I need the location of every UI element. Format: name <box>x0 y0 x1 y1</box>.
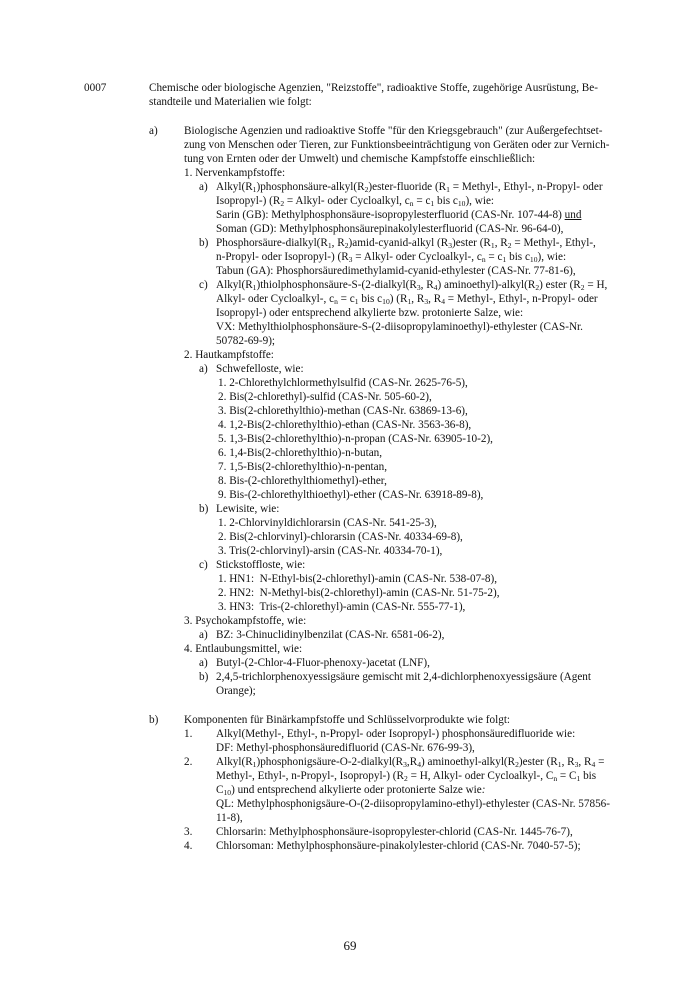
list-item: 4. 1,2-Bis(2-chlorethylthio)-ethan (CAS-Nr. 3563-36-8), <box>218 419 472 431</box>
vx-line-cont: 50782-69-9); <box>216 335 276 347</box>
b-item-number: 4. <box>184 840 193 852</box>
nerve-b-line: n-Propyl- oder Isopropyl-) ($R_3$ = Alkyl- oder Cycloalkyl-, $c_n = c_1$ bis $c_{10}$), wie: <box>216 251 567 264</box>
defoliant-a-line: Butyl-(2-Chlor-4-Fluor-phenoxy-)acetat (LNF), <box>216 657 430 669</box>
nerve-a-line: $Alkyl(R_1)phosphonsäure-alkyl(R_2)ester$-fluoride ($R_1$ = Methyl-, Ethyl-, n-Propyl- oder <box>216 181 603 194</box>
defoliant-b-line-cont: Orange); <box>216 685 256 697</box>
defoliant-b-marker: b) <box>199 671 209 683</box>
nerve-b-line: Phosphorsäure-$dialkyl(R_1$, $R_2)amid-cyanid$-alkyl $(R_3)ester$ ($R_1$, $R_2$ = Methyl-, Ethyl-, <box>216 237 596 250</box>
list-item: 2. HN2: N-Methyl-bis(2-chlorethyl)-amin (CAS-Nr. 51-75-2), <box>218 587 500 599</box>
section-a-intro-line: Biologische Agenzien und radioaktive Stoffe "für den Kriegsgebrauch" (zur Außergefechtset- <box>184 125 603 137</box>
nerve-agents-heading: 1. Nervenkampfstoffe: <box>184 167 286 179</box>
list-item: 8. Bis-(2-chlorethylthiomethyl)-ether, <box>218 475 387 487</box>
section-b-marker: b) <box>149 714 159 726</box>
section-a-marker: a) <box>149 125 158 137</box>
nitrogen-marker: c) <box>199 559 208 571</box>
list-item: 1. HN1: N-Ethyl-bis(2-chlorethyl)-amin (CAS-Nr. 538-07-8), <box>218 573 498 585</box>
list-item: 3. Tris(2-chlorvinyl)-arsin (CAS-Nr. 40334-70-1), <box>218 545 443 557</box>
list-item: 1. 2-Chlorvinyldichlorarsin (CAS-Nr. 541-25-3), <box>218 517 437 529</box>
b-item-line: $C_{10}$) und entsprechend alkylierte oder protonierte Salze wie: <box>216 784 486 797</box>
df-line: DF: Methyl-phosphonsäuredifluorid (CAS-Nr. 676-99-3), <box>216 742 475 754</box>
b-item-line: Alkyl(Methyl-, Ethyl-, n-Propyl- oder Isopropyl-) phosphonsäuredifluoride wie: <box>216 728 576 740</box>
bz-line: BZ: 3-Chinuclidinylbenzilat (CAS-Nr. 6581-06-2), <box>216 629 445 641</box>
entry-heading-cont: standteile und Materialien wie folgt: <box>149 96 312 108</box>
defoliant-a-marker: a) <box>199 657 208 669</box>
lewisites-heading: Lewisite, wie: <box>216 503 280 515</box>
list-item: 2. Bis(2-chlorethyl)-sulfid (CAS-Nr. 505-60-2), <box>218 391 432 403</box>
nerve-c-line: Isopropyl-) oder entsprechend alkylierte bzw. protonierte Salze, wie: <box>216 307 524 319</box>
list-item: 3. Bis(2-chlorethylthio)-methan (CAS-Nr. 63869-13-6), <box>218 405 468 417</box>
nerve-c-line: Alkyl- oder Cycloalkyl-, $c_n = c_1$ bis $c_{10}$) ($R_1$, $R_3$, $R_4$ = Methyl-, Ethyl-, n-Propyl- oder <box>216 293 598 306</box>
b-item-number: 1. <box>184 728 193 740</box>
list-item: 7. 1,5-Bis(2-chlorethylthio)-n-pentan, <box>218 461 388 473</box>
vx-line: VX: Methylthiolphosphonsäure-S-(2-diisopropylaminoethyl)-ethylester (CAS-Nr. <box>216 321 583 333</box>
nerve-c-marker: c) <box>199 279 208 291</box>
nitrogen-heading: Stickstoffloste, wie: <box>216 559 306 571</box>
entry-code: 0007 <box>84 82 107 94</box>
list-item: 2. Bis(2-chlorvinyl)-chlorarsin (CAS-Nr. 40334-69-8), <box>218 531 463 543</box>
page-number: 69 <box>343 938 357 953</box>
list-item: 1. 2-Chlorethylchlormethylsulfid (CAS-Nr. 2625-76-5), <box>218 377 468 389</box>
b-item-line: Methyl-, Ethyl-, n-Propyl-, Isopropyl-) ($R_2 = H$, Alkyl- oder Cycloalkyl-, $C_n = C_1$ bis <box>216 770 597 783</box>
sarin-line: Sarin (GB): Methylphosphonsäure-isopropylesterfluorid (CAS-Nr. 107-44-8) und <box>216 209 582 221</box>
list-item: 3. HN3: Tris-(2-chlorethyl)-amin (CAS-Nr. 555-77-1), <box>218 601 466 613</box>
soman-line: Soman (GD): Methylphosphonsäurepinakolylesterfluorid (CAS-Nr. 96-64-0), <box>216 223 564 235</box>
ql-line: QL: Methylphosphonigsäure-O-(2-diisopropylamino-ethyl)-ethylester (CAS-Nr. 57856- <box>216 798 610 810</box>
b-item-line: $Alkyl(R_1)phosphonigsäure-O-2-dialkyl(R_3,R_4)$ aminoethyl-$alkyl(R_2)ester$ ($R_1$, $R_3$, $R_4$ = <box>216 756 605 769</box>
b-item-number: 2. <box>184 756 193 768</box>
defoliant-b-line: 2,4,5-trichlorphenoxyessigsäure gemischt mit 2,4-dichlorphenoxyessigsäure (Agent <box>216 671 592 683</box>
nerve-a-marker: a) <box>199 181 208 193</box>
nerve-c-line: $Alkyl(R_1)thiolphosphonsäure-S-(2-dialkyl(R_3$, $R_4$) $aminoethyl)-alkyl(R_2)$ ester ($R_2 = H$, <box>216 279 608 292</box>
tabun-line: Tabun (GA): Phosphorsäuredimethylamid-cyanid-ethylester (CAS-Nr. 77-81-6), <box>216 265 576 277</box>
nerve-a-line: Isopropyl-) ($R_2$ = Alkyl- oder Cycloalkyl, $c_n = c_1$ bis $c_{10}$), wie: <box>216 195 495 208</box>
chlorsarin-line: Chlorsarin: Methylphosphonsäure-isopropylester-chlorid (CAS-Nr. 1445-76-7), <box>216 826 573 838</box>
ql-line-cont: 11-8), <box>216 812 243 824</box>
entry-heading: Chemische oder biologische Agenzien, "Reizstoffe", radioaktive Stoffe, zugehörige Ausrüstung, Be- <box>149 82 598 94</box>
lewisites-marker: b) <box>199 503 209 515</box>
list-item: 9. Bis-(2-chlorethylthioethyl)-ether (CAS-Nr. 63918-89-8), <box>218 489 484 501</box>
psycho-agents-heading: 3. Psychokampfstoffe, wie: <box>184 615 307 627</box>
list-item: 5. 1,3-Bis(2-chlorethylthio)-n-propan (CAS-Nr. 63905-10-2), <box>218 433 493 445</box>
defoliants-heading: 4. Entlaubungsmittel, wie: <box>184 643 303 655</box>
psycho-a-marker: a) <box>199 629 208 641</box>
section-a-intro-line: tung von Ernten oder der Umwelt) und chemische Kampfstoffe einschließlich: <box>184 153 536 165</box>
nerve-b-marker: b) <box>199 237 209 249</box>
section-b-intro: Komponenten für Binärkampfstoffe und Schlüsselvorprodukte wie folgt: <box>184 714 511 726</box>
mustards-marker: a) <box>199 363 208 375</box>
skin-agents-heading: 2. Hautkampfstoffe: <box>184 349 274 361</box>
chlorsoman-line: Chlorsoman: Methylphosphonsäure-pinakolylester-chlorid (CAS-Nr. 7040-57-5); <box>216 840 581 852</box>
b-item-number: 3. <box>184 826 193 838</box>
mustards-heading: Schwefelloste, wie: <box>216 363 304 375</box>
section-a-intro-line: zung von Menschen oder Tieren, zur Funktionsbeeinträchtigung von Geräten oder zur Vernich- <box>184 139 610 151</box>
list-item: 6. 1,4-Bis(2-chlorethylthio)-n-butan, <box>218 447 383 459</box>
